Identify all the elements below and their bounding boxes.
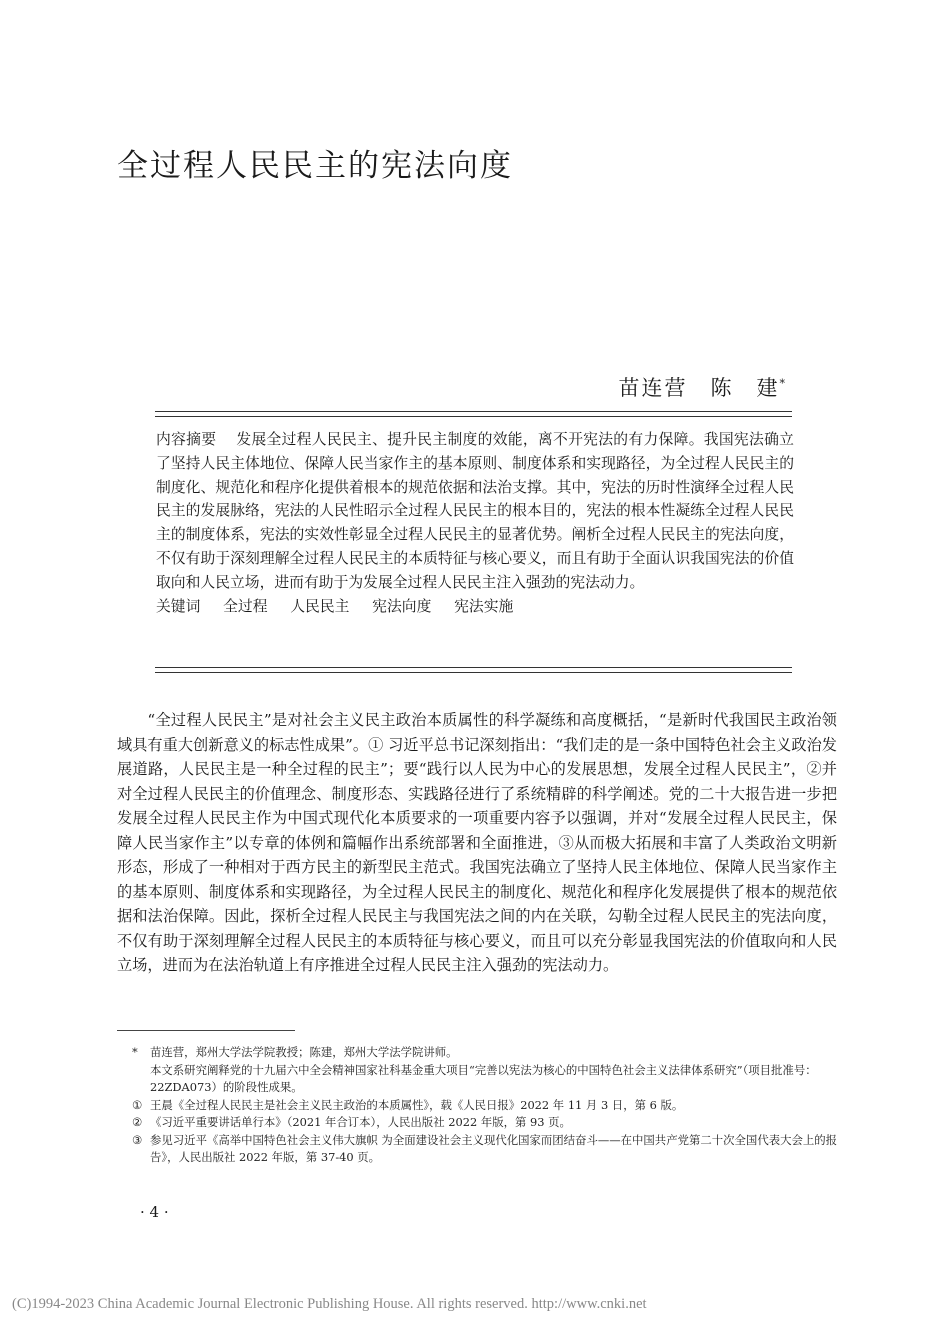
abstract-label: 内容摘要 [156,431,217,448]
footnote-item [132,1114,840,1132]
page-number: · 4 · [140,1203,169,1221]
abstract-paragraph [156,428,794,595]
author-footnote-marker[interactable]: * [779,377,787,390]
footnote-item [132,1044,840,1062]
footnotes [132,1044,840,1167]
author-line [619,372,788,402]
keyword-item: 人民民主 [290,597,350,615]
footnote-text: 王晨《全过程人民民主是社会主义民主政治的本质属性》，载《人民日报》2022 年 11 月 3 日，第 6 版。 [150,1097,684,1112]
footnote-text: 苗连营，郑州大学法学院教授；陈建，郑州大学法学院讲师。 [150,1045,458,1059]
main-body [117,708,837,978]
body-paragraph: “全过程人民民主”是对社会主义民主政治本质属性的科学凝练和高度概括，“是新时代我国民主政治领域具有重大创新意义的标志性成果”。① 习近平总书记深刻指出：“我们走的是一条中国特色社会主义政治发展道路，人民民主是一种全过程的民主”；要“践行以人民为中心的发展思想，发展全过程人民民主”，②并对全过程人民民主的价值理念、制度形态、实践路径进行了系统精辟的科学阐述。党的二十大报告进一步把发展全过程人民民主作为中国式现代化本质要求的一项重要内容予以强调，并对“发展全过程人民民主，保障人民当家作主”以专章的体例和篇幅作出系统部署和全面推进，③从而极大拓展和丰富了人类政治文明新形态，形成了一种相对于西方民主的新型民主范式。我国宪法确立了坚持人民主体地位、保障人民当家作主的基本原则、制度体系和实现路径，为全过程人民民主的制度化、规范化和程序化发展提供了根本的规范依据和法治保障。因此，探析全过程人民民主与我国宪法之间的内在关联，勾勒全过程人民民主的宪法向度，不仅有助于深刻理解全过程人民民主的本质特征与核心要义，而且可以充分彰显我国宪法的价值取向和人民立场，进而为在法治轨道上有序推进全过程人民民主注入强劲的宪法动力。 [117,711,837,974]
footnote-mark [132,1062,150,1097]
article-title: 全过程人民民主的宪法向度 [117,148,513,184]
footnote-text: 本文系研究阐释党的十九届六中全会精神国家社科基金重大项目“完善以宪法为核心的中国特色社会主义法律体系研究”（项目批准号：22ZDA073）的阶段性成果。 [150,1062,817,1094]
abstract-bottom-rule [155,667,792,673]
abstract-top-rule [155,411,792,417]
footnote-mark: ③ [132,1132,143,1147]
footnote-item [150,1062,840,1097]
footnote-item [132,1097,840,1115]
keywords-label: 关键词 [156,597,201,615]
footnote-mark: * [132,1045,138,1059]
keywords-line [156,595,794,619]
keyword-item: 全过程 [223,597,268,615]
abstract-text: 发展全过程人民民主、提升民主制度的效能，离不开宪法的有力保障。我国宪法确立了坚持人民主体地位、保障人民当家作主的基本原则、制度体系和实现路径，为全过程人民民主的制度化、规范化和程序化提供着根本的规范依据和法治支撑。其中，宪法的历时性演绎全过程人民民主的发展脉络，宪法的人民性昭示全过程人民民主的根本目的，宪法的根本性凝练全过程人民民主的制度体系，宪法的实效性彰显全过程人民民主的显著优势。阐析全过程人民民主的宪法向度，不仅有助于深刻理解全过程人民民主的本质特征与核心要义，而且有助于全面认识我国宪法的价值取向和人民立场，进而有助于为发展全过程人民民主注入强劲的宪法动力。 [156,431,794,591]
footnote-text: 《习近平重要讲话单行本》（2021 年合订本），人民出版社 2022 年版，第 93 页。 [150,1115,571,1129]
footnote-item [132,1132,840,1167]
author-names: 苗连营 陈 建 [618,376,780,400]
abstract-block [156,428,794,618]
footnote-mark: ① [132,1097,143,1112]
footnote-separator [117,1030,295,1031]
keyword-item: 宪法实施 [454,597,514,615]
footnote-text: 参见习近平《高举中国特色社会主义伟大旗帜 为全面建设社会主义现代化国家而团结奋斗——在中国共产党第二十次全国代表大会上的报告》，人民出版社 2022 年版，第 37-40 页。 [150,1132,838,1164]
footnote-mark: ② [132,1115,143,1129]
copyright-notice: (C)1994-2023 China Academic Journal Electronic Publishing House. All rights reserved. http://www.cnki.net [12,1296,647,1312]
keyword-item: 宪法向度 [372,597,432,615]
